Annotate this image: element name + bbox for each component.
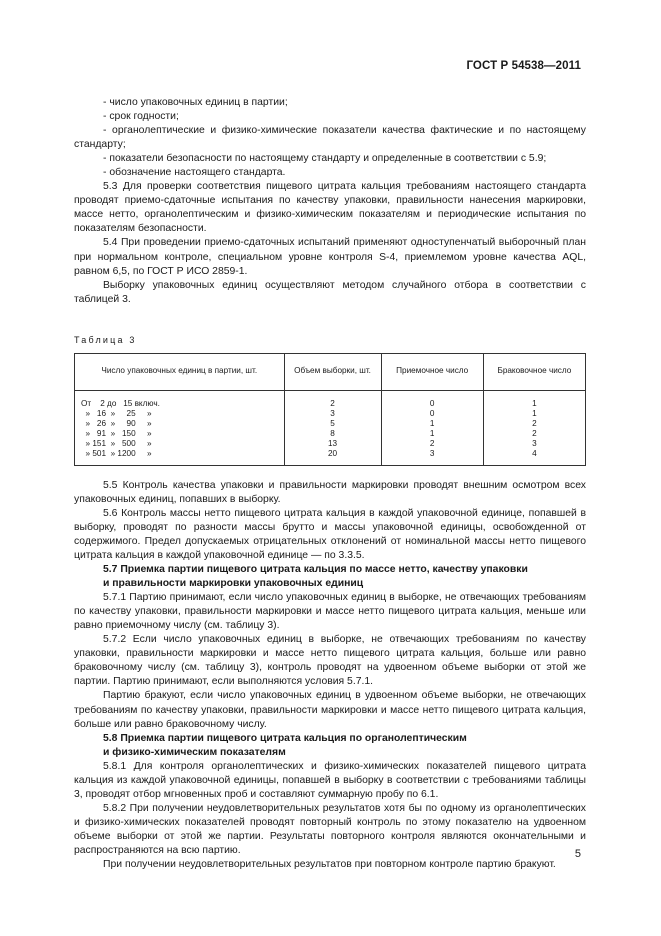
table-cell: 4 [532, 448, 537, 458]
paragraph-5-6: 5.6 Контроль массы нетто пищевого цитрата кальция в каждой упаковочной единице, попавшей в выборку, проводят по разности массы брутто и массы упаковочной единицы, освобожденной от содержимого. Предел допускаемых отрицательных отклонений от номинальной массы нетто пищевого цитрата кальция в каждой упаковочной единице — по 3.3.5. [74, 507, 586, 561]
table-cell: » 91 » 150 » [81, 428, 152, 438]
paragraph-5-7-1: 5.7.1 Партию принимают, если число упаковочных единиц в выборке, не отвечающих требованиям по качеству упаковки, правильности маркировки и массе нетто пищевого цитрата кальция, меньше или равно приемочному числу (см. таблицу 3). [74, 592, 586, 632]
list-item: - обозначение настоящего стандарта. [103, 167, 286, 179]
page-number: 5 [574, 848, 581, 860]
table-cell: » 151 » 500 » [81, 438, 152, 448]
list-item: - показатели безопасности по настоящему стандарту и определенные в соответствии с 5.9; [103, 153, 547, 165]
column-header-rejection: Браковочное число [483, 353, 585, 390]
table-cell: От 2 до 15 включ. [81, 398, 160, 408]
table-cell: 1 [429, 428, 435, 438]
table-cell: 1 [532, 398, 537, 408]
table-cell: 8 [330, 428, 335, 438]
column-header-lot-size: Число упаковочных единиц в партии, шт. [75, 353, 285, 390]
paragraph-5-5: 5.5 Контроль качества упаковки и правильности маркировки проводят внешним осмотром всех упаковочных единиц, попавших в выборку. [74, 479, 586, 505]
paragraph-5-8-1: 5.8.1 Для контроля органолептических и физико-химических показателей пищевого цитрата кальция из каждой упаковочной единицы, попавшей в выборку в соответствии с требованиями таблицы 3, проводят отбор мгновенных проб и составляют суммарную пробу по 6.1. [74, 760, 586, 800]
paragraph-5-7-2: 5.7.2 Если число упаковочных единиц в выборке, не отвечающих требованиям по качеству упаковки, правильности маркировки и массе нетто пищевого цитрата кальция, больше или равно браковочному числу (см. таблицу 3), контроль проводят на удвоенном объеме выборки от этой же партии. Партию принимают, если выполняются условия 5.7.1. [74, 634, 586, 688]
table-cell: 3 [429, 448, 435, 458]
paragraph-sample: Выборку упаковочных единиц осуществляют методом случайного отбора в соответствии с таблицей 3. [74, 279, 586, 305]
table-cell: 2 [532, 418, 537, 428]
cell-rejection [483, 390, 585, 465]
table-cell: 2 [532, 428, 537, 438]
paragraph-5-8-2: 5.8.2 При получении неудовлетворительных результатов хотя бы по одному из органолептических и физико-химических показателей проводят повторный контроль по этому показателю на удвоенном объеме выборки от этой же партии. Результаты повторного контроля являются окончательными и распространяются на всю партию. [74, 802, 586, 856]
document-body [74, 96, 586, 872]
table-cell: 0 [429, 398, 435, 408]
table-row [75, 390, 586, 465]
table-cell: 5 [330, 418, 335, 428]
paragraph-5-3: 5.3 Для проверки соответствия пищевого цитрата кальция требованиям настоящего стандарта проводят приемо-сдаточные испытания по качеству упаковки, правильности нанесения маркировки, массе нетто, органолептическим и физико-химическим показателям и периодические испытания по показателям безопасности. [74, 181, 586, 235]
cell-acceptance [381, 390, 483, 465]
section-heading-5-8: 5.8 Приемка партии пищевого цитрата кальция по органолептическим [103, 732, 467, 744]
table-cell: » 16 » 25 » [81, 408, 152, 418]
table-cell: 20 [328, 448, 338, 458]
document-id: ГОСТ Р 54538—2011 [466, 60, 581, 72]
paragraph-reject-2: При получении неудовлетворительных результатов при повторном контроле партию бракуют. [103, 859, 556, 871]
table-cell: 0 [429, 408, 435, 418]
cell-lot-size [75, 390, 285, 465]
table-cell: 2 [429, 438, 435, 448]
paragraph-reject-1: Партию бракуют, если число упаковочных единиц в удвоенном объеме выборки, не отвечающих требованиям по качеству упаковки, правильности маркировки и массе нетто пищевого цитрата кальция, больше или равно браковочному числу. [74, 690, 586, 730]
table-cell: » 26 » 90 » [81, 418, 152, 428]
section-heading-5-7: 5.7 Приемка партии пищевого цитрата кальция по массе нетто, качеству упаковки [103, 564, 528, 576]
table-cell: 3 [330, 408, 335, 418]
table-header-row [75, 353, 586, 390]
section-heading-5-8-cont: и физико-химическим показателям [103, 746, 286, 758]
table-cell: 1 [532, 408, 537, 418]
cell-sample-size [284, 390, 381, 465]
table-cell: 3 [532, 438, 537, 448]
column-header-sample-size: Объем выборки, шт. [284, 353, 381, 390]
list-item: - срок годности; [103, 111, 179, 123]
list-item: - органолептические и физико-химические показатели качества фактические и по настоящему стандарту; [74, 125, 586, 151]
list-item: - число упаковочных единиц в партии; [103, 97, 288, 108]
column-header-acceptance: Приемочное число [381, 353, 483, 390]
table-caption: Таблица 3 [74, 334, 137, 345]
table-cell: 2 [330, 398, 335, 408]
table-cell: 13 [328, 438, 338, 448]
paragraph-5-4: 5.4 При проведении приемо-сдаточных испытаний применяют одноступенчатый выборочный план при нормальном контроле, специальном уровне контроля S-4, приемлемом уровне качества AQL, равном 6,5, по ГОСТ Р ИСО 2859-1. [74, 237, 586, 277]
sampling-table [74, 353, 586, 466]
table-cell: 1 [429, 418, 435, 428]
table-cell: » 501 » 1200 » [81, 448, 152, 458]
section-heading-5-7-cont: и правильности маркировки упаковочных единиц [103, 578, 364, 590]
